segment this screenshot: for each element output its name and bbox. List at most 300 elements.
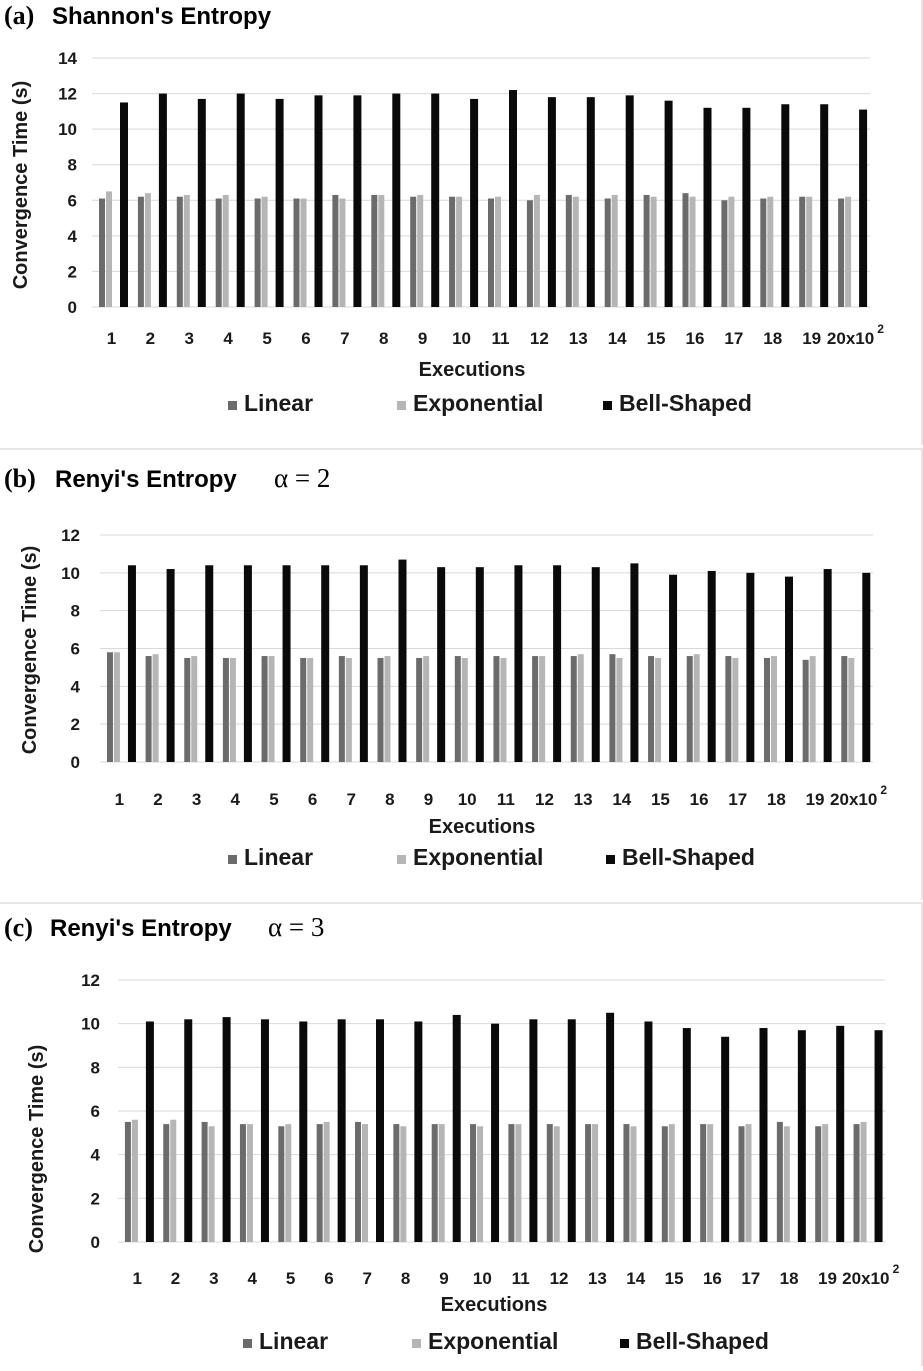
bar-exponential — [324, 1122, 330, 1242]
legend-swatch — [606, 855, 615, 864]
bar-exponential — [209, 1126, 215, 1242]
bar-linear — [605, 199, 611, 307]
bar-linear — [571, 656, 577, 762]
y-tick-label: 0 — [70, 753, 80, 772]
y-tick-label: 8 — [70, 601, 80, 621]
y-tick-label: 2 — [67, 262, 77, 282]
bar-exponential — [592, 1124, 598, 1242]
x-tick-label: 5 — [269, 790, 279, 809]
legend-swatch — [620, 1339, 629, 1348]
bar-bell-shaped — [399, 560, 407, 762]
y-tick-label: 6 — [70, 639, 80, 659]
x-tick-superscript: 2 — [877, 322, 884, 336]
bar-linear — [177, 197, 183, 307]
legend-label: Linear — [259, 1328, 329, 1354]
x-tick-label: 16 — [702, 1269, 722, 1288]
bar-exponential — [728, 197, 734, 307]
bar-exponential — [477, 1126, 483, 1242]
y-tick-label: 10 — [61, 563, 80, 583]
bar-bell-shaped — [167, 569, 175, 762]
x-tick-label: 18 — [779, 1269, 799, 1288]
bar-bell-shaped — [321, 565, 329, 762]
legend-label: Linear — [244, 844, 314, 870]
bar-bell-shaped — [669, 575, 677, 762]
bar-linear — [508, 1124, 514, 1242]
legend-label: Bell-Shaped — [619, 390, 752, 416]
legend-label: Exponential — [413, 390, 544, 416]
bar-bell-shaped — [146, 1021, 154, 1242]
y-tick-label: 2 — [90, 1189, 100, 1209]
x-tick-label: 3 — [191, 790, 202, 809]
bar-exponential — [262, 197, 268, 307]
bar-exponential — [573, 197, 579, 307]
x-tick-label: 15 — [646, 329, 666, 348]
bar-bell-shaped — [392, 94, 400, 307]
chart-title-b: Renyi's Entropy — [55, 466, 237, 493]
x-tick-label: 4 — [230, 790, 241, 809]
bar-exponential — [810, 656, 816, 762]
x-tick-label: 6 — [324, 1269, 334, 1288]
bar-bell-shaped — [437, 567, 445, 762]
bar-bell-shaped — [315, 95, 323, 307]
x-tick-label: 19 — [805, 790, 825, 809]
bar-linear — [687, 656, 693, 762]
chart-b-ylabel: Convergence Time (s) — [19, 545, 41, 755]
x-tick-label: 9 — [423, 790, 434, 809]
bar-bell-shaped — [626, 95, 634, 307]
x-tick-label: 8 — [385, 790, 395, 809]
legend-label: Exponential — [413, 844, 544, 870]
x-tick-label: 7 — [362, 1269, 373, 1288]
bar-exponential — [495, 197, 501, 307]
x-tick-label: 14 — [607, 329, 627, 348]
bar-linear — [449, 197, 455, 307]
bar-exponential — [417, 195, 423, 307]
bar-exponential — [771, 656, 777, 762]
bar-bell-shaped — [353, 95, 361, 307]
bar-bell-shaped — [283, 565, 291, 762]
bar-linear — [470, 1124, 476, 1242]
bar-exponential — [784, 1126, 790, 1242]
legend-swatch — [603, 401, 612, 410]
bar-exponential — [170, 1120, 176, 1242]
bar-exponential — [861, 1122, 867, 1242]
bar-exponential — [767, 197, 773, 307]
y-tick-label: 6 — [90, 1102, 100, 1121]
chart-panel-c — [0, 900, 923, 1366]
bar-linear — [623, 1124, 629, 1242]
x-tick-label: 13 — [568, 329, 588, 348]
bar-linear — [644, 195, 650, 307]
bar-bell-shaped — [205, 565, 213, 762]
bar-linear — [184, 658, 190, 762]
legend-label: Exponential — [428, 1328, 559, 1354]
chart-panel-b — [0, 445, 923, 900]
bar-linear — [700, 1124, 706, 1242]
bar-bell-shaped — [261, 1019, 269, 1242]
chart-c-svg — [0, 900, 923, 1366]
bar-exponential — [106, 191, 112, 307]
bar-bell-shaped — [509, 90, 517, 307]
bar-bell-shaped — [859, 110, 867, 307]
bar-exponential — [456, 197, 462, 307]
x-tick-label: 4 — [247, 1269, 257, 1288]
bar-linear — [662, 1126, 668, 1242]
bar-exponential — [630, 1126, 636, 1242]
bar-linear — [527, 200, 533, 307]
bar-exponential — [114, 652, 120, 762]
bar-exponential — [651, 197, 657, 307]
bar-linear — [202, 1122, 208, 1242]
bar-exponential — [690, 197, 696, 307]
bar-bell-shaped — [785, 577, 793, 762]
bar-exponential — [554, 1126, 560, 1242]
bar-linear — [300, 658, 306, 762]
bar-linear — [739, 1126, 745, 1242]
bar-exponential — [746, 1124, 752, 1242]
bar-linear — [125, 1122, 131, 1242]
x-tick-label: 11 — [491, 329, 510, 348]
x-tick-label: 10 — [457, 790, 477, 809]
bar-linear — [294, 199, 300, 307]
bar-exponential — [439, 1124, 445, 1242]
x-tick-label: 18 — [766, 790, 786, 809]
bar-linear — [262, 656, 268, 762]
bar-exponential — [732, 658, 738, 762]
x-tick-label: 10 — [472, 1269, 492, 1288]
bar-linear — [317, 1124, 323, 1242]
legend-swatch — [397, 855, 406, 864]
x-tick-label: 1 — [114, 790, 125, 809]
bar-exponential — [339, 199, 345, 307]
x-tick-label: 2 — [170, 1269, 181, 1288]
bar-exponential — [515, 1124, 521, 1242]
bar-bell-shaped — [223, 1017, 231, 1242]
bar-linear — [488, 199, 494, 307]
bar-exponential — [230, 658, 236, 762]
bar-linear — [609, 654, 615, 762]
x-tick-label: 1 — [106, 329, 117, 348]
x-tick-label: 19 — [802, 329, 822, 348]
bar-bell-shaped — [630, 563, 638, 762]
bar-bell-shaped — [836, 1026, 844, 1242]
bar-exponential — [385, 656, 391, 762]
bar-exponential — [669, 1124, 675, 1242]
bar-linear — [216, 199, 222, 307]
bar-bell-shaped — [862, 573, 870, 762]
chart-a-xlabel: Executions — [418, 359, 526, 381]
x-tick-label: 7 — [346, 790, 356, 809]
bar-linear — [764, 658, 770, 762]
chart-title-math-b: α = 2 — [274, 463, 331, 493]
bar-exponential — [301, 199, 307, 307]
bar-exponential — [184, 195, 190, 307]
x-tick-label: 3 — [184, 329, 194, 348]
bar-linear — [99, 199, 105, 307]
y-tick-label: 2 — [70, 715, 80, 735]
legend-swatch — [243, 1339, 252, 1348]
x-tick-label: 16 — [689, 790, 709, 809]
y-tick-label: 14 — [58, 49, 77, 68]
bar-linear — [455, 656, 461, 762]
bar-bell-shaped — [198, 99, 206, 307]
bar-bell-shaped — [159, 94, 167, 307]
bar-bell-shaped — [587, 97, 595, 307]
bar-bell-shaped — [568, 1019, 576, 1242]
bar-exponential — [462, 658, 468, 762]
bar-exponential — [806, 197, 812, 307]
bar-exponential — [362, 1124, 368, 1242]
bar-linear — [493, 656, 499, 762]
bar-bell-shaped — [746, 573, 754, 762]
y-tick-label: 4 — [90, 1145, 100, 1165]
bar-linear — [841, 656, 847, 762]
bar-exponential — [285, 1124, 291, 1242]
bar-linear — [332, 195, 338, 307]
bar-linear — [107, 652, 113, 762]
bar-exponential — [423, 656, 429, 762]
bar-bell-shaped — [529, 1019, 537, 1242]
x-tick-label: 18 — [763, 329, 783, 348]
bar-exponential — [612, 195, 618, 307]
chart-title-c: Renyi's Entropy — [50, 915, 232, 942]
x-tick-label: 6 — [301, 329, 311, 348]
bar-bell-shaped — [244, 565, 252, 762]
bar-bell-shaped — [128, 565, 136, 762]
bar-bell-shaped — [781, 104, 789, 307]
panel-label-b: (b) — [4, 464, 36, 493]
bar-linear — [393, 1124, 399, 1242]
bar-linear — [585, 1124, 591, 1242]
x-tick-label: 6 — [307, 790, 318, 809]
legend-label: Bell-Shaped — [622, 844, 755, 870]
panel-label-a: (a) — [4, 1, 35, 30]
x-tick-label: 3 — [209, 1269, 219, 1288]
bar-bell-shaped — [708, 571, 716, 762]
bar-bell-shaped — [476, 567, 484, 762]
legend-swatch — [412, 1339, 421, 1348]
legend-label: Linear — [244, 390, 314, 416]
bar-linear — [777, 1122, 783, 1242]
bar-bell-shaped — [376, 1019, 384, 1242]
x-tick-label: 4 — [223, 329, 233, 348]
y-tick-label: 12 — [81, 971, 100, 990]
chart-c-xlabel: Executions — [440, 1294, 548, 1316]
bar-exponential — [307, 658, 313, 762]
bar-exponential — [247, 1124, 253, 1242]
y-tick-label: 0 — [67, 298, 77, 317]
bar-bell-shaped — [824, 569, 832, 762]
bar-bell-shaped — [470, 99, 478, 307]
bar-exponential — [191, 656, 197, 762]
x-tick-label: 8 — [400, 1269, 411, 1288]
bar-exponential — [848, 658, 854, 762]
bar-linear — [432, 1124, 438, 1242]
x-tick-label: 13 — [573, 790, 593, 809]
y-tick-label: 0 — [90, 1233, 100, 1252]
y-tick-label: 6 — [67, 191, 77, 211]
y-tick-label: 10 — [81, 1014, 100, 1034]
x-tick-label: 11 — [511, 1269, 530, 1288]
y-tick-label: 12 — [61, 526, 80, 545]
bar-linear — [683, 193, 689, 307]
bar-bell-shaped — [184, 1019, 192, 1242]
bar-bell-shaped — [704, 108, 712, 307]
bar-exponential — [500, 658, 506, 762]
bar-bell-shaped — [665, 101, 673, 307]
bar-exponential — [153, 654, 159, 762]
bar-exponential — [378, 195, 384, 307]
x-tick-label: 9 — [439, 1269, 449, 1288]
x-tick-label: 12 — [535, 790, 554, 809]
bar-bell-shaped — [606, 1013, 614, 1242]
bar-exponential — [694, 654, 700, 762]
bar-bell-shaped — [453, 1015, 461, 1242]
chart-c-ylabel: Convergence Time (s) — [26, 1044, 48, 1254]
bar-linear — [547, 1124, 553, 1242]
bar-linear — [355, 1122, 361, 1242]
bar-bell-shaped — [414, 1021, 422, 1242]
bar-linear — [138, 197, 144, 307]
x-tick-label: 14 — [612, 790, 632, 809]
x-tick-label: 12 — [549, 1269, 569, 1288]
bar-linear — [760, 199, 766, 307]
bar-linear — [532, 656, 538, 762]
x-tick-label: 17 — [741, 1269, 761, 1288]
bar-exponential — [269, 656, 275, 762]
bar-exponential — [822, 1124, 828, 1242]
bar-exponential — [655, 658, 661, 762]
bar-linear — [799, 197, 805, 307]
panel-label-c: (c) — [4, 913, 33, 942]
bar-bell-shaped — [592, 567, 600, 762]
x-tick-label: 9 — [417, 329, 428, 348]
bar-bell-shaped — [760, 1028, 768, 1242]
bar-exponential — [707, 1124, 713, 1242]
bar-bell-shaped — [360, 565, 368, 762]
bar-exponential — [223, 195, 229, 307]
bar-exponential — [534, 195, 540, 307]
bar-bell-shaped — [431, 94, 439, 307]
chart-a-svg — [0, 0, 923, 445]
bar-linear — [339, 656, 345, 762]
bar-linear — [371, 195, 377, 307]
bar-bell-shaped — [548, 97, 556, 307]
bar-bell-shaped — [683, 1028, 691, 1242]
chart-title-math-c: α = 3 — [268, 912, 325, 942]
bar-linear — [815, 1126, 821, 1242]
x-tick-label: 20x10 — [842, 1269, 890, 1288]
bar-bell-shaped — [276, 99, 284, 307]
bar-bell-shaped — [299, 1021, 307, 1242]
bar-linear — [223, 658, 229, 762]
bar-linear — [725, 656, 731, 762]
bar-linear — [146, 656, 152, 762]
bar-linear — [240, 1124, 246, 1242]
x-tick-label: 20x10 — [830, 790, 878, 809]
bar-bell-shaped — [644, 1021, 652, 1242]
bar-bell-shaped — [721, 1037, 729, 1242]
bar-linear — [416, 658, 422, 762]
bar-linear — [566, 195, 572, 307]
x-tick-label: 1 — [132, 1269, 142, 1288]
x-tick-superscript: 2 — [880, 783, 888, 797]
bar-linear — [255, 199, 261, 307]
chart-a-ylabel: Convergence Time (s) — [10, 80, 32, 290]
x-tick-label: 14 — [626, 1269, 646, 1288]
bar-linear — [803, 660, 809, 762]
bar-exponential — [400, 1126, 406, 1242]
x-tick-superscript: 2 — [892, 1262, 900, 1276]
bar-exponential — [578, 654, 584, 762]
bar-exponential — [145, 193, 151, 307]
bar-linear — [721, 200, 727, 307]
x-tick-label: 2 — [153, 790, 163, 809]
bar-bell-shaped — [120, 102, 128, 307]
bar-linear — [838, 199, 844, 307]
x-tick-label: 8 — [379, 329, 389, 348]
chart-title-a: Shannon's Entropy — [52, 3, 272, 30]
bar-exponential — [132, 1120, 138, 1242]
bar-linear — [648, 656, 654, 762]
bar-linear — [410, 197, 416, 307]
bar-exponential — [845, 197, 851, 307]
x-tick-label: 15 — [650, 790, 670, 809]
bar-bell-shaped — [237, 94, 245, 307]
x-tick-label: 2 — [145, 329, 156, 348]
y-tick-label: 8 — [67, 155, 77, 175]
y-tick-label: 8 — [90, 1058, 100, 1078]
y-tick-label: 4 — [70, 677, 80, 697]
legend-label: Bell-Shaped — [636, 1328, 769, 1354]
x-tick-label: 20x10 — [826, 329, 875, 348]
bar-bell-shaped — [820, 104, 828, 307]
bar-bell-shaped — [514, 565, 522, 762]
bar-bell-shaped — [742, 108, 750, 307]
x-tick-label: 16 — [685, 329, 705, 348]
legend-swatch — [397, 401, 406, 410]
y-tick-label: 4 — [67, 226, 77, 246]
x-tick-label: 5 — [262, 329, 272, 348]
x-tick-label: 7 — [340, 329, 350, 348]
y-tick-label: 10 — [58, 120, 77, 140]
bar-exponential — [539, 656, 545, 762]
legend-swatch — [228, 855, 237, 864]
legend-swatch — [228, 401, 237, 410]
chart-b-xlabel: Executions — [428, 816, 536, 838]
bar-bell-shaped — [491, 1024, 499, 1242]
bar-bell-shaped — [875, 1030, 883, 1242]
bar-linear — [163, 1124, 169, 1242]
x-tick-label: 17 — [728, 790, 748, 809]
bar-exponential — [346, 658, 352, 762]
bar-linear — [378, 658, 384, 762]
bar-linear — [854, 1124, 860, 1242]
bar-bell-shaped — [338, 1019, 346, 1242]
chart-panel-a — [0, 0, 923, 445]
bar-linear — [278, 1126, 284, 1242]
x-tick-label: 11 — [496, 790, 515, 809]
y-tick-label: 12 — [58, 84, 77, 104]
chart-b-svg — [0, 445, 923, 900]
x-tick-label: 5 — [285, 1269, 296, 1288]
x-tick-label: 17 — [724, 329, 744, 348]
bar-bell-shaped — [553, 565, 561, 762]
x-tick-label: 12 — [529, 329, 549, 348]
x-tick-label: 10 — [452, 329, 472, 348]
x-tick-label: 19 — [818, 1269, 837, 1288]
x-tick-label: 15 — [664, 1269, 684, 1288]
